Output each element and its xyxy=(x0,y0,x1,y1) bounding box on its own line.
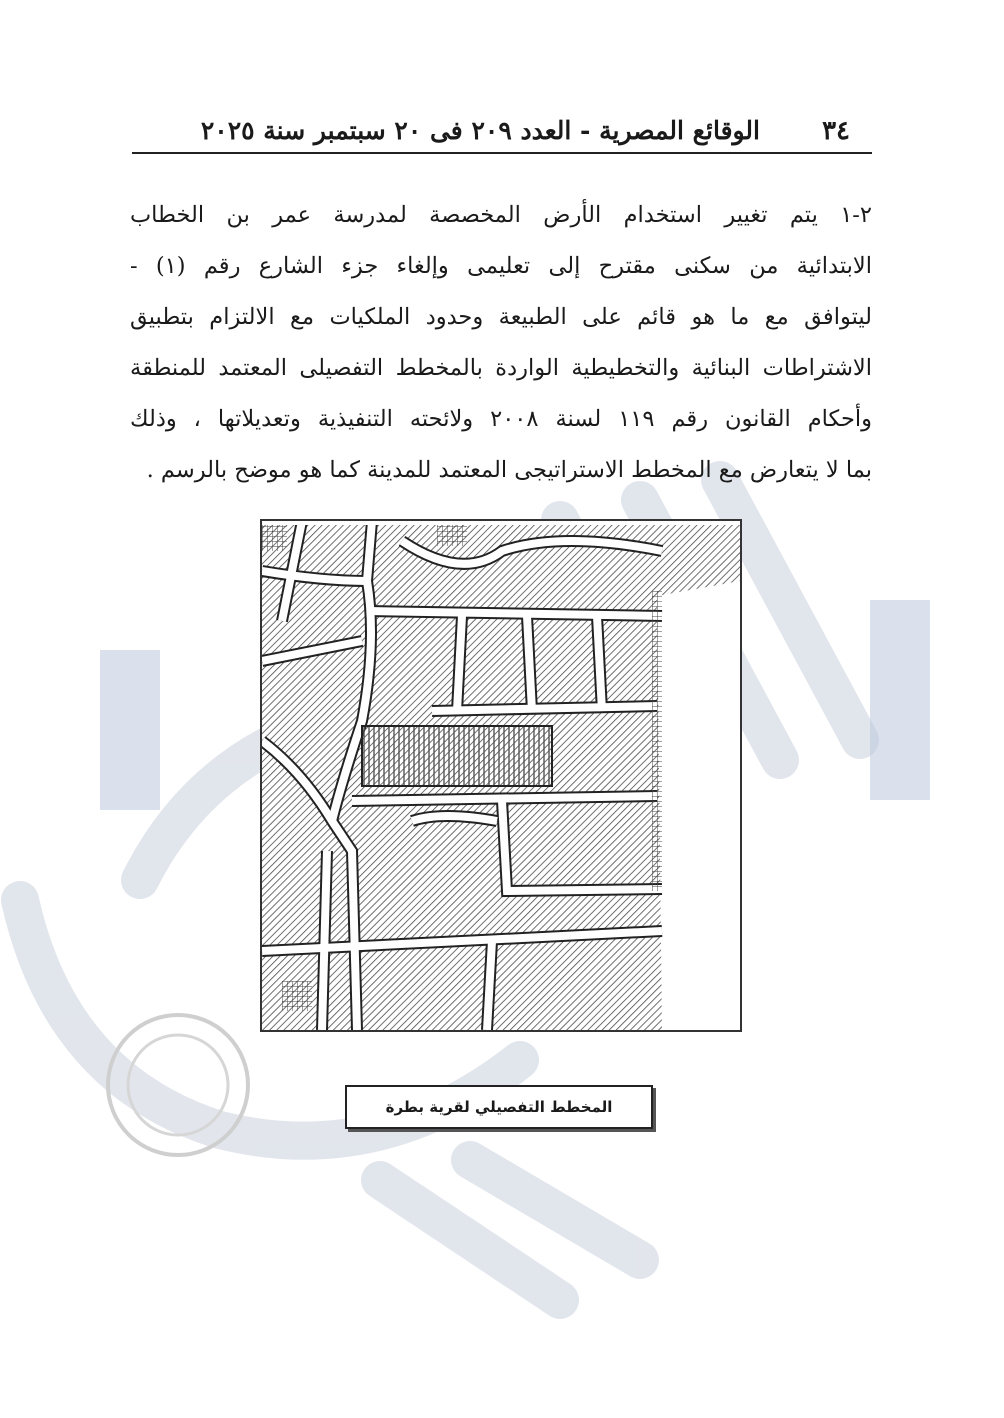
running-title: الوقائع المصرية - العدد ٢٠٩ فى ٢٠ سبتمبر سنة ٢٠٢٥ xyxy=(200,116,760,145)
body-line-6: بما لا يتعارض مع المخطط الاستراتيجى المعتمد للمدينة كما هو موضح بالرسم . xyxy=(146,457,872,483)
grid-parcel xyxy=(262,521,287,551)
body-line-3: ليتوافق مع ما هو قائم على الطبيعة وحدود الملكيات مع الالتزام بتطبيق xyxy=(130,304,872,330)
body-paragraph xyxy=(130,190,872,496)
map-drawing xyxy=(262,521,740,1030)
body-line-1: ٢-١ يتم تغيير استخدام الأرض المخصصة لمدرسة عمر بن الخطاب xyxy=(130,202,872,228)
school-parcel xyxy=(362,726,552,786)
page-header xyxy=(132,112,872,154)
body-line-2: الابتدائية من سكنى مقترح إلى تعليمى وإلغاء جزء الشارع رقم (١) - xyxy=(130,253,872,279)
open-area xyxy=(657,581,740,1030)
grid-parcel xyxy=(282,981,312,1011)
grid-parcel xyxy=(652,591,662,891)
body-line-5: وأحكام القانون رقم ١١٩ لسنة ٢٠٠٨ ولائحته التنفيذية وتعديلاتها ، وذلك xyxy=(130,406,872,432)
page-number: ٣٤ xyxy=(822,116,850,146)
figure-caption: المخطط التفصيلي لقرية بطرة xyxy=(345,1085,653,1129)
body-line-4: الاشتراطات البنائية والتخطيطية الواردة بالمخطط التفصيلى المعتمد للمنطقة xyxy=(130,355,872,381)
detailed-plan-map xyxy=(260,519,742,1032)
